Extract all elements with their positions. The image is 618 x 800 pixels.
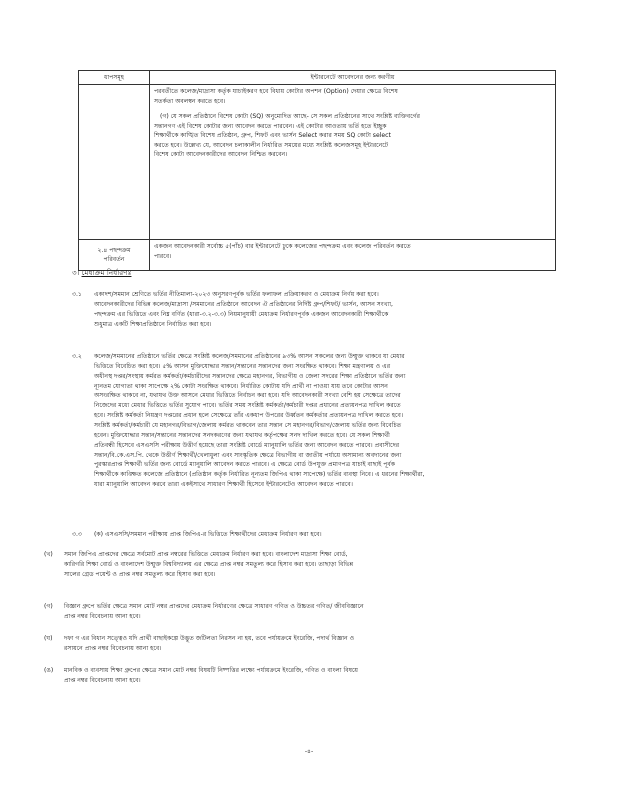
steps-table — [78, 70, 556, 271]
table-header-row — [79, 71, 556, 85]
row-content — [150, 240, 556, 271]
text-line: সংশ্লিষ্ট কর্মকর্তা/কর্মচারী যে মহানগর/বিভাগ/জেলায় কর্মরত থাকবেন তার সন্তান সে মহানগর/বিভাগ/জেলায় ভর্তির জন্য বিবেচিত — [94, 422, 402, 430]
text-line: যারা ম্যানুয়ালি আবেদন করবে তারা একইসাথে সাধারণ শিক্ষার্থী হিসেবে ইন্টারনেটেও আবেদন করতে পারবে। — [94, 481, 353, 489]
text-line: হবেন। মুক্তিযোদ্ধার সন্তান/সন্তানের সন্তানদের সনদকরণের জন্য যথাযথ কর্তৃপক্ষের সনদ দাখিল করতে হবে। যে সকল শিক্ষার্থী — [94, 431, 390, 439]
paragraph-number: ৩.৩ — [72, 531, 82, 538]
text-line: রসায়নে প্রাপ্ত নম্বর বিবেচনায় আনা হবে। — [64, 644, 162, 652]
text-line: সন্তান/বি.কে.এস.পি. থেকে উত্তীর্ণ শিক্ষার্থী/খেলাধুলা এবং সাংস্কৃতিক ক্ষেত্রে বিভাগীয় বা জাতীয় পর্যায়ে অসামান্য অবদানের জন্য — [94, 451, 402, 459]
item-number: (ঙ) — [44, 667, 54, 674]
text-line: মানবিক ও ব্যবসায় শিক্ষা গ্রুপের ক্ষেত্রে সমান মোট নম্বর বিষয়টি নিষ্পত্তির লক্ষ্যে পর্যায়ক্রমে ইংরেজি, গণিত ও বাংলা বিষয়ে — [64, 667, 359, 674]
text-line: অধীনস্থ দপ্তর/সংস্থায় কর্মরত কর্মকর্তা/কর্মচারীদের সন্তানদের ক্ষেত্রে মহানগর, বিভাগীয় ও জেলা সদরের শিক্ষা প্রতিষ্ঠানে ভর্তির জন্য — [94, 372, 406, 380]
table-row — [79, 240, 556, 271]
table-row — [79, 85, 556, 240]
text-line: বিজ্ঞান গ্রুপে ভর্তির ক্ষেত্রে সমান মোট নম্বর প্রাপ্তদের মেধাক্রম নির্ধারণের ক্ষেত্রে সাধারণ গণিত ও উচ্চতর গণিত/ জীববিজ্ঞানে — [64, 603, 364, 610]
text-line: একজন আবেদনকারী সর্বোচ্চ ৫(পাঁচ) বার ইন্টারনেটে ঢুকে কলেজের পছন্দক্রম এবং কলেজ পরিবর্তন করতে — [154, 243, 411, 251]
row-label-line: পরিবর্তন — [103, 256, 125, 264]
text-line: নিজেদের মধ্যে মেধার ভিত্তিতে ভর্তির সুযোগ পাবে। ভর্তির সময় সংশ্লিষ্ট কর্মকর্তা/কর্মচারী দপ্তর প্রধানের প্রত্যয়নপত্র দাখিল করতে — [94, 402, 401, 410]
sub-item-ga — [0, 602, 560, 622]
header-steps: ধাপসমূহ — [79, 71, 150, 85]
row-label — [79, 240, 150, 271]
text-line: কলেজ/সমমানের প্রতিষ্ঠানে ভর্তির ক্ষেত্রে সংশ্লিষ্ট কলেজ/সমমানের প্রতিষ্ঠানের ৯৩% আসন সকলের জন্য উন্মুক্ত থাকবে যা মেধার — [94, 353, 405, 360]
section-number: ৩। — [72, 268, 80, 277]
paragraph-intro: (ক) এসএসসি/সমমান পরীক্ষায় প্রাপ্ত জিপিএ-র ভিত্তিতে শিক্ষার্থীদের মেধাক্রম নির্ধারণ করা হবে। — [94, 531, 322, 538]
text-line: একাদশ/সমমান শ্রেণিতে ভর্তির নীতিমালা-২০২৩ অনুসরণপূর্বক ভর্তির ফলাফল প্রক্রিয়াকরণ ও মেধাক্রম নির্ণয় করা হবে। — [94, 291, 379, 298]
sub-item-umo — [0, 666, 560, 686]
text-line: শিক্ষার্থীকে কাঙ্খিত বিশেষ প্রতিষ্ঠান, গ্রুপ, শিফট এবং ভার্সন Select করার সময় SQ কোটা select — [154, 132, 391, 140]
text-line: দফা গ এর বিধান সত্ত্বেও যদি প্রার্থী বাছাইকল্পে উদ্ভূত জটিলতা নিরসন না হয়, তবে পর্যায়ক্রমে ইংরেজি, পদার্থ বিজ্ঞান ও — [64, 635, 355, 642]
text-line: প্রতিবন্ধী হিসেবে এসএসসি পরীক্ষায় উত্তীর্ণ হয়েছে তারা সংশ্লিষ্ট বোর্ডে ম্যানুয়ালি ভর্তির জন্য আবেদন করতে পারবে। প্রবাসীদের — [94, 441, 400, 449]
text-line: অসংরক্ষিত থাকবে না, যথাযথ উক্ত আসনে মেধার ভিত্তিতে নির্বাচন করা হবে। যদি আবেদনকারী সংখ্যা বেশি হয় সেক্ষেত্রে তাদের — [94, 392, 401, 400]
text-line: সন্তানগণ এই বিশেষ কোটার জন্য আবেদন করতে পারবেন। এই কোটার আওতায় ভর্তি হতে ইচ্ছুক — [154, 122, 387, 130]
text-line: ভিত্তিতে বিবেচিত করা হবে। ৫% আসন মুক্তিযোদ্ধার সন্তান/সন্তানের সন্তানদের জন্য সংরক্ষিত থাকবে। শিক্ষা মন্ত্রণালয় ও এর — [94, 362, 391, 370]
section-title: মেধাক্রম নির্ধারণঃ — [81, 268, 132, 277]
sub-item-gha — [0, 634, 560, 654]
text-line: করতে হবে। উল্লেখ্য যে, আবেদন চলাকালীন নির্ধারিত সময়ের মধ্যে সংশ্লিষ্ট কলেজসমূহ ইন্টারনেটে — [154, 141, 389, 149]
text-line: পরবর্তীতে কলেজ/মাদ্রাসা কর্তৃক যাচাইকরণ হবে বিধায় কোটার অপশন (Option) দেয়ার ক্ষেত্রে বিশেষ — [154, 88, 398, 96]
text-line: আবেদনকারীদের বিভিন্ন কলেজ/মাদ্রাসা /সমমানের প্রতিষ্ঠানে আবেদন ঐ প্রতিষ্ঠানের নির্দিষ্ট গ্রুপ/শিফট/ ভার্সন, আসন সংখ্যা, — [94, 300, 393, 308]
text-line: প্রাপ্ত নম্বর বিবেচনায় আনা হবে। — [64, 612, 141, 620]
text-line: পুরস্কারপ্রাপ্ত শিক্ষার্থী ভর্তির জন্য বোর্ডে ম্যানুয়ালি আবেদন করতে পারবে। এ ক্ষেত্রে বোর্ড উপযুক্ত প্রমাণপত্র যাচাই বাছাই পূর্বক — [94, 461, 396, 469]
text-line: বিশেষ কোটা আবেদনকারীদের আবেদন নিশ্চিত করবেন। — [154, 151, 288, 159]
row-label-line: ২.৪ পছন্দক্রম — [97, 247, 131, 254]
paragraph-3-1 — [72, 290, 550, 329]
section-heading — [72, 268, 131, 280]
sub-item-kha — [0, 550, 560, 580]
paragraph-number: ৩.২ — [72, 353, 82, 360]
text-line: সালের গ্রেড পয়েন্ট ও প্রাপ্ত নম্বর সমতুল্য করে হিসাব করা হবে। — [64, 570, 216, 578]
text-line: সতর্কতা অবলম্বন করতে হবে। — [154, 97, 226, 105]
row-content — [150, 85, 556, 240]
paragraph-3-3 — [72, 530, 550, 540]
text-line: সমান জিপিএ প্রাপ্তদের ক্ষেত্রে সর্বমোট প্রাপ্ত নম্বরের ভিত্তিতে মেধাক্রম নির্ধারণ করা হবে। বাংলাদেশ মাদ্রাসা শিক্ষা বোর্ড, — [64, 551, 348, 558]
text-line: শুধুমাত্র একটি শিক্ষাপ্রতিষ্ঠানে নির্বাচিত করা হবে। — [94, 320, 212, 328]
text-line: শিক্ষার্থীকে কাঙ্ক্ষিত কলেজে প্রতিষ্ঠানে (প্রতিষ্ঠান কর্তৃক নির্ধারিত নূন্যতম জিপিএ থাকা সাপেক্ষে) ভর্তির ব্যবস্থা নিবে। এ ধরনের শিক্ষার্থীরা, — [94, 471, 425, 479]
paragraph-3-2 — [72, 352, 550, 490]
item-number: (খ) — [44, 551, 53, 558]
item-number: (ঘ) — [44, 635, 53, 642]
text-line: (গ) যে সকল প্রতিষ্ঠানে বিশেষ কোটা (SQ) অনুমোদিত আছে- সে সকল প্রতিষ্ঠানের সাথে সংশ্লিষ্ট ব্যক্তিবর্গের — [160, 113, 420, 121]
text-line: ন্যূনতম যোগ্যতা থাকা সাপেক্ষে ২% কোটা সংরক্ষিত থাকবে। নির্ধারিত কোটায় যদি প্রার্থী না পাওয়া যায় তবে কোটার আসন — [94, 382, 388, 390]
text-line: কারিগরি শিক্ষা বোর্ড ও বাংলাদেশ উন্মুক্ত বিশ্ববিদ্যালয় এর ক্ষেত্রে প্রাপ্ত নম্বর সমতুল্য করে হিসাব করা হবে। তাছাড়া বিভিন্ন — [64, 560, 354, 568]
header-actions: ইন্টারনেটে আবেদনের জন্য করণীয় — [150, 71, 556, 85]
item-number: (গ) — [44, 603, 53, 610]
paragraph-number: ৩.১ — [72, 291, 82, 298]
text-line: হবে। সংশ্লিষ্ট কর্মকর্তা নিয়ন্ত্রণ দপ্তরের প্রধান হলে সেক্ষেত্রে তাঁর একধাপ উপরের উর্ধ্বতন কর্মকর্তার প্রত্যয়নপত্র দাখিল করতে হবে। — [94, 412, 404, 420]
text-line: পছন্দক্রম এর ভিত্তিতে এবং নিম্ন বর্ণিত (ধারা-৩.২-৩.৩) নিয়মানুযায়ী মেধাক্রম নির্ধারণপূর্বক একজন আবেদনকারী শিক্ষার্থীকে — [94, 310, 389, 318]
row-label-empty — [79, 85, 150, 240]
text-line: পারবে। — [154, 252, 172, 260]
text-line: প্রাপ্ত নম্বর বিবেচনায় আনা হবে। — [64, 676, 141, 684]
page-number: -৪- — [304, 748, 314, 755]
